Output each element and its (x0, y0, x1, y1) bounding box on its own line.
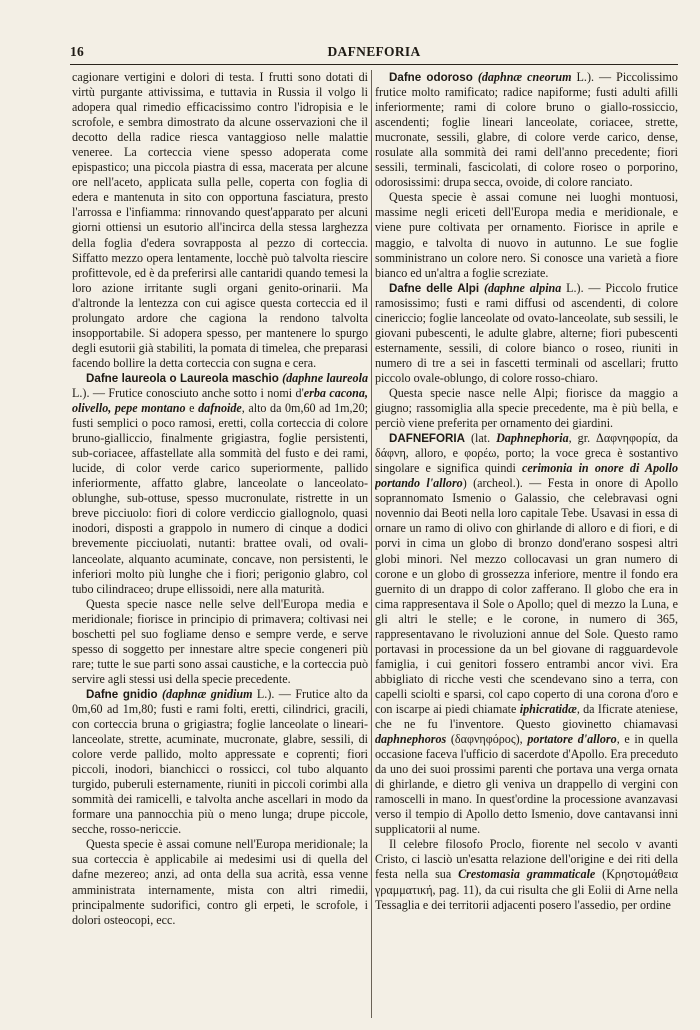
entry-dafne-gnidio: Dafne gnidio (daphnæ gnidium L.). — Frutice alto da 0m,60 ad 1m,80; fusti e rami folti, eretti, cilindrici, gracili, con corteccia bruna o grigiastra; foglie lanceolate o lineari-lanceolate, strette, acuminate, mucronate, glabre, sessili, di colore verde pallido, molto appressate e coprenti; fiori piccoli, inodori, bianchicci o rossicci, col tubo alquanto turgido, puberuli esternamente, riuniti in piccoli corimbi alla sommità dei ramicelli, e talvolta anche ascellari in modo da formare una pannocchia più o meno lunga; drupe piccole, secche, rosso-nericcie. (72, 686, 368, 837)
paragraph: Questa specie è assai comune nei luoghi montuosi, massime negli ericeti dell'Europa media e meridionale, e viene pure coltivata per ornamento. Fiorisce in aprile e maggio, e talvolta di nuovo in autunno. Le sue foglie somministrano un colore nero. Si conosce una varietà a fiore bianco ed un'altra a foglie screziate. (375, 190, 678, 280)
headword: Dafne gnidio (86, 687, 158, 701)
page-title: DAFNEFORIA (327, 44, 421, 59)
page-number: 16 (70, 44, 85, 59)
paragraph: Questa specie è assai comune nell'Europa meridionale; la sua corteccia è applicabile ai medesimi usi di quella del dafne mezereo; anzi, ad onta della sua acrità, essa venne amministrata internamente, mista con altri rimedii, principalmente sudorifici, contro gli erpeti, le scrofole, i dolori osteocopi, ecc. (72, 837, 368, 927)
paragraph: Questa specie nasce nelle selve dell'Europa media e meridionale; fiorisce in principio di primavera; coltivasi nei boschetti pel suo fogliame denso e sempre verde, e serve spesso di soggetto per innestare altre specie congeneri più rare; tutte le sue parti sono assai caustiche, e la corteccia può servire agli stessi usi della specie precedente. (72, 596, 368, 686)
headword: Dafne odoroso (389, 71, 473, 84)
paragraph: Il celebre filosofo Proclo, fiorente nel secolo v avanti Cristo, ci lasciò un'esatta relazione dell'origine e dei riti della festa nella sua Crestomasia grammaticale (Κρηστομάθεια γραμματική, pag. 11), da cui risulta che gli Eolii di Arne nella Tessaglia e dei territorii adjacenti posero l'assedio, per ordine (375, 837, 678, 912)
right-column (375, 70, 678, 1018)
entry-dafne-delle-alpi: Dafne delle Alpi (daphne alpina L.). — Piccolo frutice ramosissimo; fusti e rami diffusi od ascendenti, di colore cinericcio; foglie lanceolate od ovato-lanceolate, sub sessili, le giovani pubescenti, le adulte glabre, alterne; fiori pubescenti esternamente, sessili, di colore bianco o roseo, riuniti in numero di tre a sei in fascetti terminali od ascellari; frutto piccolo ovale-oblungo, di colore rosso-chiaro. (375, 280, 678, 385)
headword: DAFNEFORIA (389, 432, 465, 446)
page-header (70, 44, 678, 64)
column-divider (371, 70, 372, 1018)
paragraph: cagionare vertigini e dolori di testa. I frutti sono dotati di virtù purgante attivissima, e tuttavia in Russia il volgo li adopera qual rimedio efficacissimo contro l'idropisia e le scrofole, e sembra dimostrato da alcune osservazioni che il decotto della radice riesca vantaggioso nelle malattie veneree. La corteccia viene spesso adoperata come epispastico; una piccola piastra di essa, macerata per alcune ore nell'aceto, applicata sulla pelle, coperta con foglia di edera e mantenuta in sito con opportuna fasciatura, presto l'arrossa e l'infiamma: rinnovando quest'apparato per alcuni giorni ottiensi un esutorio all'incirca della stessa larghezza della foglia d'edera sovrapposta al pezzo di corteccia. Siffatto mezzo opera lentamente, locchè può talvolta riescire profittevole, ed è da preferirsi alle cantaridi quando temesi la loro azione irritante sugli organi genito-orinarii. Ma d'altronde la lentezza con cui agisce questa corteccia ed il prolungato ardore che cagiona la rendono talvolta insopportabile. Si adopera spesso, per mantenere lo spurgo degli esutorii già stabiliti, la pomata di timelea, che preparasi facendo bollire la detta corteccia con sugna e cera. (72, 70, 368, 370)
headword: Dafne laureola o Laureola maschio (86, 371, 279, 385)
entry-dafne-odoroso: Dafne odoroso (daphnæ cneorum L.). — Piccolissimo frutice molto ramificato; radice napiforme; fusti adulti afilli inferiormente; rami di colore bruno o giallo-rossiccio, ascendenti; foglie lineari lanceolate, coriacee, strette, mucronate, sessili, glabre, di colore verde carico, dense, rosulate alla sommità dei rami dell'anno precedente; fiori sessili, terminali, fascicolati, di colore roseo o porporino, odorosissimi: drupa secca, ovoide, di colore ranciato. (375, 70, 678, 190)
entry-dafneforia: DAFNEFORIA (lat. Daphnephoria, gr. Δαφνηφορία, da δάφνη, alloro, e φορέω, porto; la voce greca è sostantivo singolare e significa quindi cerimonia in onore di Apollo portando l'alloro) (archeol.). — Festa in onore di Apollo soprannomato Ismenio o Galassio, che celebravasi ogni novennio dai Beoti nella loro capitale Tebe. Usavasi in essa di ornare un ramo di olivo con ghirlande di alloro e di fiori, e di porvi in cima un globo di bronzo dond'erano sospesi altri globi minori. Nel mezzo collocavasi un gran numero di corone e un globo di grossezza inferiore, mentre il fondo era guernito di un drappo di color zafferano. Il globo che era in cima rappresentava il Sole o Apollo; quel di mezzo la Luna, e gli altri le stelle; e le corone, in numero di 365, rappresentavano le rivoluzioni annue del Sole. Questo ramo portavasi in processione da un bel giovane di ragguardevole famiglia, i cui genitori fossero entrambi ancor vivi. Era abbigliato di ricche vesti che scendevano sino a terra, con capelli sciolti e sparsi, col capo coperto di una corona d'oro e con iscarpe ai piedi chiamate iphicratidæ, da Ificrate ateniese, che ne fu l'inventore. Questo giovinetto chiamavasi daphnephoros (δαφνηφόρος), portatore d'alloro, e in quella occasione faceva l'ufficio di sacerdote d'Apollo. Era preceduto da uno dei suoi prossimi parenti che portava una verga ornata di ghirlande, e dietro gli veniva un drappello di vergini con ramoscelli in mano. In quest'ordine la processione avanzavasi verso il tempio di Apollo detto Ismenio, dove cantavansi inni supplicatorii al nume. (375, 431, 678, 837)
headword: Dafne delle Alpi (389, 281, 480, 295)
paragraph: Questa specie nasce nelle Alpi; fiorisce da maggio a giugno; rassomiglia alla specie precedente, ma è più bella, e perciò viene preferita per ornamento dei giardini. (375, 385, 678, 431)
left-column (72, 70, 368, 1018)
header-rule (70, 64, 678, 65)
entry-dafne-laureola: Dafne laureola o Laureola maschio (daphne laureola L.). — Frutice conosciuto anche sotto i nomi d'erba cacona, olivello, pepe montano e dafnoide, alto da 0m,60 ad 1m,20; fusti semplici o poco ramosi, eretti, colla corteccia di colore bruno-gialliccio, finalmente grigiastra, foglie persistenti, sub-coriacee, affastellate alla sommità del fusto e dei rami, lucide, di color verde carico superiormente, pallido inferiormente, affatto glabre, lanceolate o lanceolato-oblunghe, sub-ottuse, spesso mucronulate, ristrette in un breve picciuolo: fiori di colore verdiccio giallognolo, quasi inodori, disposti a grappolo in numero di cinque a dodici brevemente picciuolati, nutanti: brattee ovali, od ovali-lanceolate, alquanto acuminate, concave, non persistenti, le inferiori molto più lunghe che i fiori; perigonio glabro, col tubo cilindraceo; drupe ellissoidi, nere alla maturità. (72, 370, 368, 596)
